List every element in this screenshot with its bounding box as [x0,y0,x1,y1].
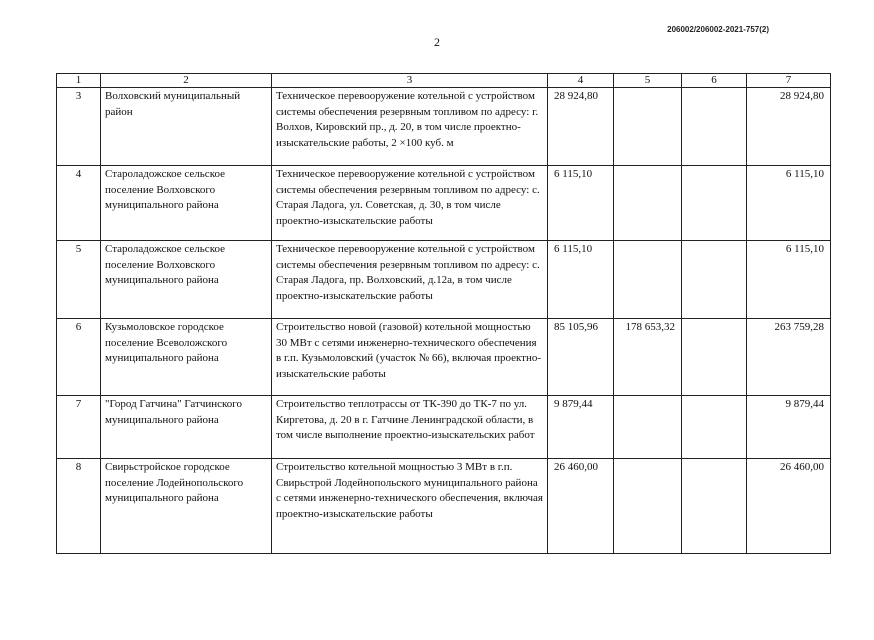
column-header: 3 [272,74,548,88]
column-header: 7 [747,74,831,88]
amount-col7: 6 115,10 [747,241,831,319]
table-row [57,319,831,396]
row-number: 7 [57,396,101,459]
amount-col5 [614,396,682,459]
amount-col4: 28 924,80 [548,88,614,166]
amount-col6 [682,88,747,166]
row-number: 3 [57,88,101,166]
column-header: 1 [57,74,101,88]
description-cell: Техническое перевооружение котельной с устройством системы обеспечения резервным топливом по адресу: г. Волхов, Кировский пр., д. 20, в том числе проектно-изыскательские работы, 2 ×100 куб. м [272,88,548,166]
entity-cell: Свирьстройское городское поселение Лодейнопольского муниципального района [101,459,272,554]
description-cell: Строительство теплотрассы от ТК-390 до ТК-7 по ул. Киргетова, д. 20 в г. Гатчине Ленинградской области, в том числе выполнение проектно-изыскательских работ [272,396,548,459]
data-table [56,73,831,554]
row-number: 5 [57,241,101,319]
row-number: 6 [57,319,101,396]
table-header-row [57,74,831,88]
description-cell: Техническое перевооружение котельной с устройством системы обеспечения резервным топливом по адресу: с. Старая Ладога, ул. Советская, д. 30, в том числе проектно-изыскательские работы [272,166,548,241]
amount-col6 [682,319,747,396]
table-row [57,166,831,241]
amount-col4: 9 879,44 [548,396,614,459]
description-cell: Строительство котельной мощностью 3 МВт в г.п. Свирьстрой Лодейнопольского муниципального района с сетями инженерно-технического обеспечения, включая проектно-изыскательские работы [272,459,548,554]
amount-col6 [682,166,747,241]
entity-cell: Староладожское сельское поселение Волховского муниципального района [101,241,272,319]
amount-col7: 6 115,10 [747,166,831,241]
row-number: 4 [57,166,101,241]
column-header: 2 [101,74,272,88]
amount-col5 [614,166,682,241]
entity-cell: "Город Гатчина" Гатчинского муниципального района [101,396,272,459]
column-header: 6 [682,74,747,88]
amount-col7: 28 924,80 [747,88,831,166]
description-cell: Техническое перевооружение котельной с устройством системы обеспечения резервным топливом по адресу: с. Старая Ладога, пр. Волховский, д.12а, в том числе проектно-изыскательские работы [272,241,548,319]
amount-col6 [682,459,747,554]
column-header: 4 [548,74,614,88]
amount-col4: 85 105,96 [548,319,614,396]
entity-cell: Волховский муниципальный район [101,88,272,166]
document-id: 206002/206002-2021-757(2) [667,25,769,34]
amount-col7: 263 759,28 [747,319,831,396]
amount-col5 [614,88,682,166]
amount-col4: 26 460,00 [548,459,614,554]
column-header: 5 [614,74,682,88]
amount-col5: 178 653,32 [614,319,682,396]
table-row [57,241,831,319]
amount-col7: 9 879,44 [747,396,831,459]
entity-cell: Староладожское сельское поселение Волховского муниципального района [101,166,272,241]
table-row [57,88,831,166]
table-row [57,459,831,554]
entity-cell: Кузьмоловское городское поселение Всеволожского муниципального района [101,319,272,396]
amount-col5 [614,241,682,319]
amount-col6 [682,396,747,459]
table-row [57,396,831,459]
amount-col6 [682,241,747,319]
description-cell: Строительство новой (газовой) котельной мощностью 30 МВт с сетями инженерно-технического обеспечения в г.п. Кузьмоловский (участок № 66), включая проектно-изыскательские работы [272,319,548,396]
page-number: 2 [434,35,440,49]
amount-col7: 26 460,00 [747,459,831,554]
amount-col4: 6 115,10 [548,241,614,319]
row-number: 8 [57,459,101,554]
amount-col4: 6 115,10 [548,166,614,241]
amount-col5 [614,459,682,554]
